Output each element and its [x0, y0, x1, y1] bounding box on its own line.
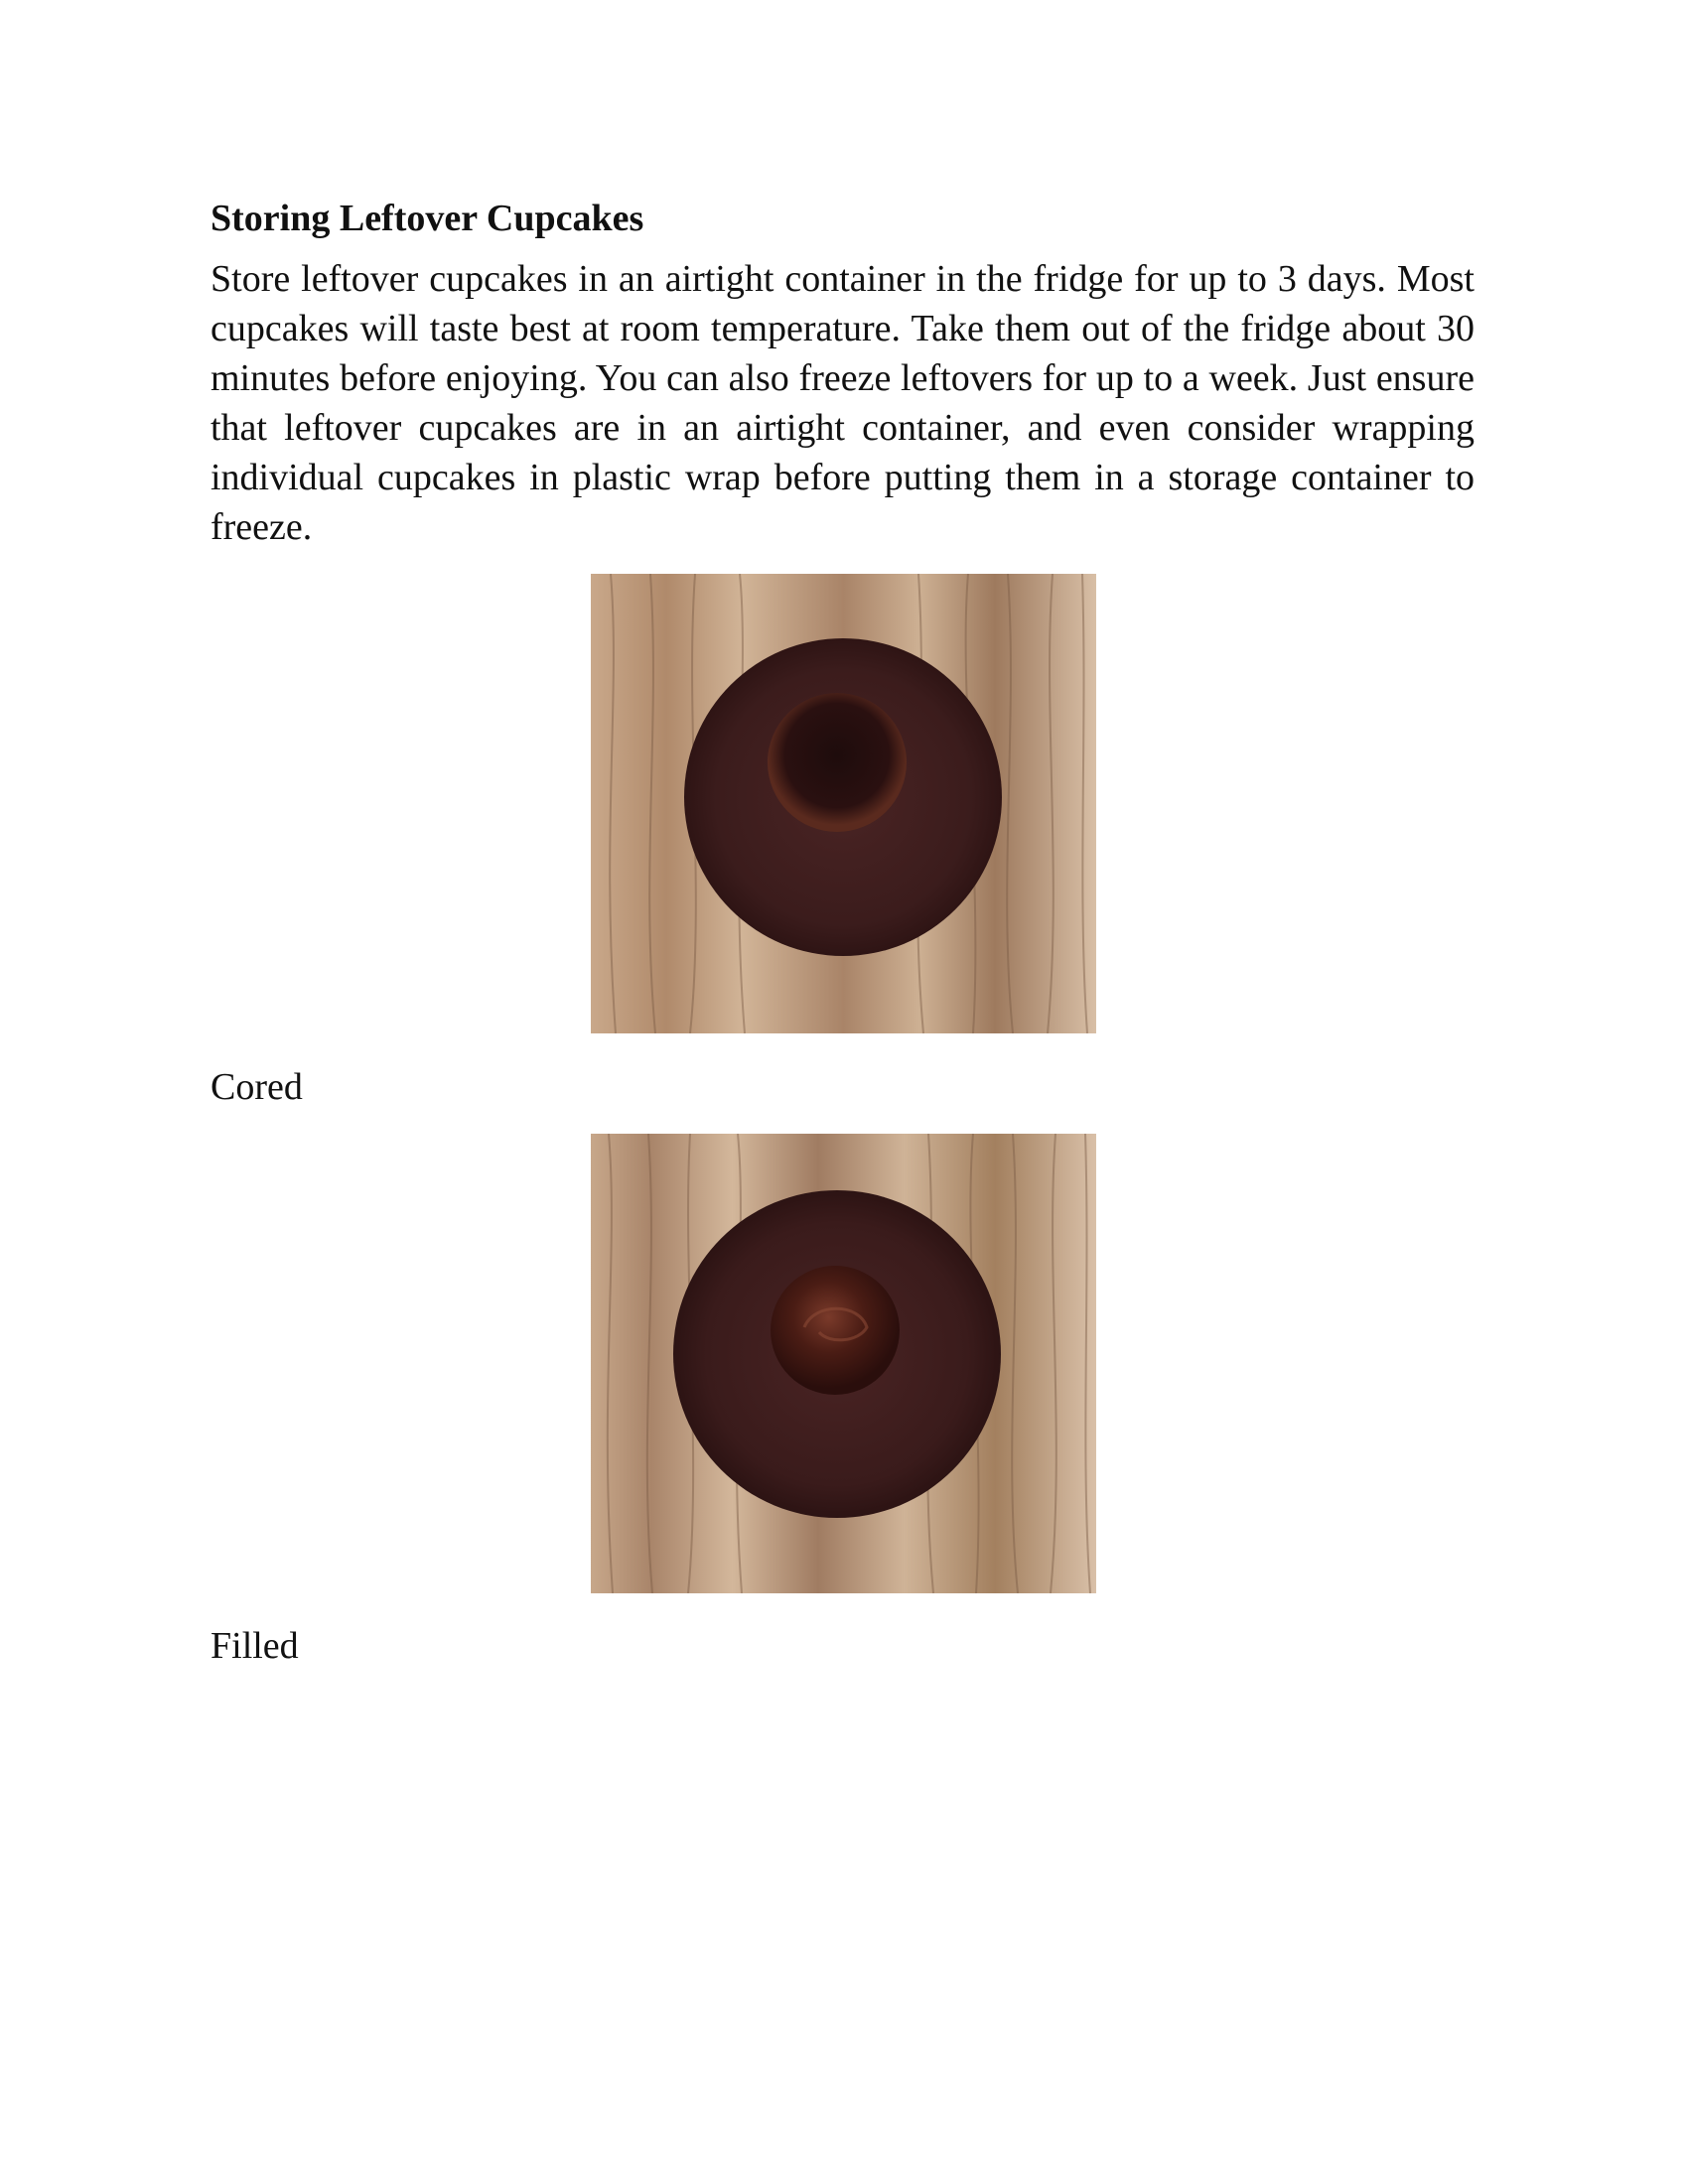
- cored-cupcake-photo: [591, 574, 1096, 1033]
- caption-filled: Filled: [211, 1625, 299, 1667]
- caption-cored: Cored: [211, 1066, 303, 1108]
- filled-cupcake-photo: [591, 1134, 1096, 1593]
- section-heading: Storing Leftover Cupcakes: [211, 198, 644, 239]
- section-paragraph: Store leftover cupcakes in an airtight container in the fridge for up to 3 days. Most cupcakes will taste best at room temperature. Take them out of the fridge about 30 minutes before enjoying. You can also freeze leftovers for up to a week. Just ensure that leftover cupcakes are in an airtight container, and even consider wrapping individual cupcakes in plastic wrap before putting them in a storage container to freeze.: [211, 258, 1475, 548]
